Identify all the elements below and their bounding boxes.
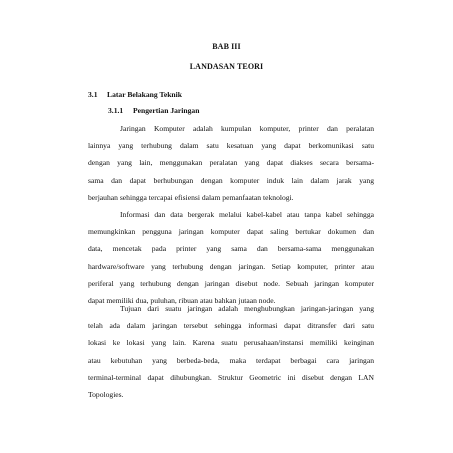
- paragraph-line: lokasi ke lokasi yang lain. Karena suatu perusahaan/instansi memiliki keinginan: [88, 338, 374, 348]
- paragraph: [88, 120, 374, 206]
- paragraph-line: sama dan dapat berhubungan dengan komputer induk lain dalam jarak yang: [88, 175, 374, 185]
- subsection-title: Pengertian Jaringan: [133, 106, 200, 115]
- section-title: Latar Belakang Teknik: [107, 90, 182, 99]
- subsection-number: 3.1.1: [108, 106, 124, 115]
- paragraph-line: dengan yang lain, menggunakan peralatan yang dapat diakses secara bersama-: [88, 158, 374, 168]
- paragraph-line: Tujuan dari suatu jaringan adalah menghubungkan jaringan-jaringan yang: [120, 304, 374, 313]
- section-heading: [88, 90, 182, 99]
- paragraph-line: dapat memiliki dua, puluhan, ribuan atau bahkan jutaan node.: [88, 296, 276, 306]
- paragraph-line: Informasi dan data bergerak melalui kabel-kabel atau tanpa kabel sehingga: [120, 210, 374, 219]
- section-number: 3.1: [88, 90, 98, 99]
- paragraph-line: memungkinkan pengguna jaringan komputer dapat saling bertukar dokumen dan: [88, 227, 374, 237]
- paragraph-line: periferal yang terhubung dengan jaringan disebut node. Sebuah jaringan komputer: [88, 278, 374, 288]
- paragraph-line: Topologies.: [88, 390, 124, 400]
- paragraph-line: telah ada dalam jaringan tersebut sehingga informasi dapat ditransfer dari satu: [88, 321, 374, 331]
- paragraph: [88, 206, 374, 309]
- paragraph-line: atau kebutuhan yang berbeda-beda, maka terdapat berbagai cara jaringan: [88, 355, 374, 365]
- paragraph-line: berjauhan sehingga tercapai efisiensi dalam pemanfaatan teknologi.: [88, 192, 294, 202]
- chapter-title: LANDASAN TEORI: [189, 62, 264, 71]
- paragraph: [88, 300, 374, 403]
- paragraph-line: terminal-terminal dapat dihubungkan. Struktur Geometric ini disebut dengan LAN: [88, 372, 374, 382]
- subsection-heading: [108, 106, 199, 115]
- paragraph-line: data, mencetak pada printer yang sama dan bersama-sama menggunakan: [88, 244, 374, 254]
- paragraph-line: Jaringan Komputer adalah kumpulan komputer, printer dan peralatan: [120, 124, 374, 133]
- paragraph-line: lainnya yang terhubung dalam satu kesatuan yang dapat berkomunikasi satu: [88, 141, 374, 151]
- chapter-label: BAB III: [212, 42, 241, 51]
- paragraph-line: hardware/software yang terhubung dengan jaringan. Setiap komputer, printer atau: [88, 261, 374, 271]
